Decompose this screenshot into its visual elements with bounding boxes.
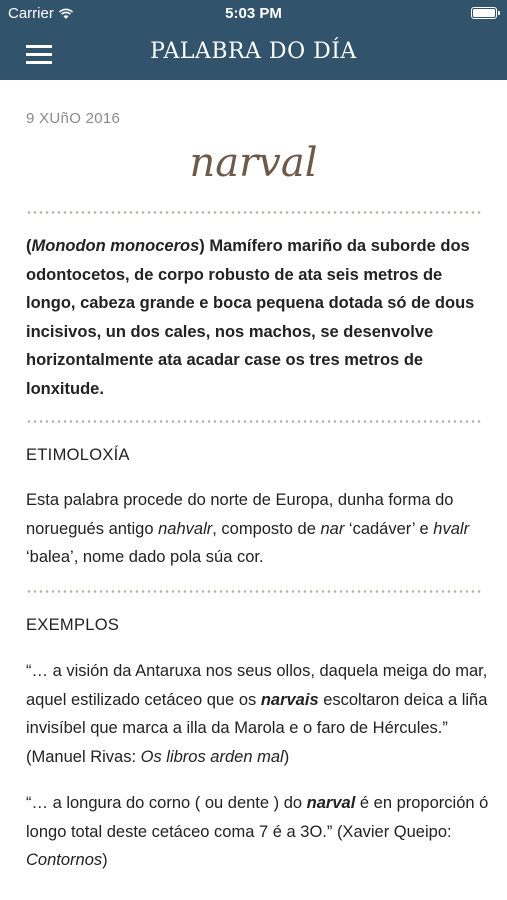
example-part: “… a visión da Antaruxa nos seus ollos, daquela meiga do mar, aquel estilizado cetáceo que os	[26, 662, 488, 709]
example-part: é en proporción ó longo total deste cetáceo coma 7 é a 3O.” (Xavier Queipo:	[26, 794, 489, 841]
etymology-text	[26, 486, 489, 572]
word-title: narval	[189, 140, 318, 186]
etymology-part: ‘balea’, nome dado pola súa cor.	[26, 548, 264, 566]
dotted-divider	[26, 211, 481, 214]
status-time: 5:03 PM	[225, 5, 282, 22]
status-bar	[0, 0, 507, 28]
example-part: “… a longura do corno ( ou dente ) do	[26, 794, 307, 812]
example-part: )	[283, 747, 290, 766]
definition-text	[26, 232, 489, 403]
example-part: escoltaron deica a liña invisíbel que marca a illa da Marola e o faro de Hércules.” (Manuel Rivas:	[26, 690, 488, 766]
etymology-term: hvalr	[433, 519, 470, 538]
etymology-part: Esta palabra procede do norte de Europa, dunha forma do noruegués antigo	[26, 491, 454, 538]
example-source-title: Contornos	[26, 851, 103, 869]
entry-date: 9 XUñO 2016	[26, 110, 121, 127]
example-highlight: narvais	[260, 690, 319, 709]
example-item	[26, 789, 489, 875]
example-highlight: narval	[306, 794, 356, 812]
etymology-term: nar	[320, 519, 345, 538]
examples-heading: EXEMPLOS	[26, 616, 120, 634]
example-part: )	[102, 851, 108, 869]
etymology-part: , composto de	[212, 519, 321, 538]
etymology-term: nahvalr	[158, 519, 213, 538]
battery-icon	[471, 7, 497, 19]
page-title: PALABRA DO DÍA	[150, 39, 357, 64]
definition-body: ) Mamífero mariño da suborde dos odontocetos, de corpo robusto de ata seis metros de longo, cabeza grande e boca pequena dotada só de dous incisivos, un dos cales, nos machos, se desenvolve horizontalmente ata acadar case os tres metros de lonxitude.	[26, 237, 475, 398]
example-source-title: Os libros arden mal	[140, 747, 284, 766]
carrier-label: Carrier	[8, 5, 54, 22]
navigation-bar	[0, 28, 507, 80]
definition-open-paren: (	[26, 237, 32, 255]
etymology-part: ‘cadáver’ e	[344, 519, 434, 538]
etymology-heading: ETIMOLOXÍA	[26, 446, 130, 464]
dotted-divider	[26, 590, 481, 593]
scientific-name: Monodon monoceros	[31, 237, 200, 255]
dotted-divider	[26, 420, 481, 423]
example-item	[26, 657, 489, 771]
